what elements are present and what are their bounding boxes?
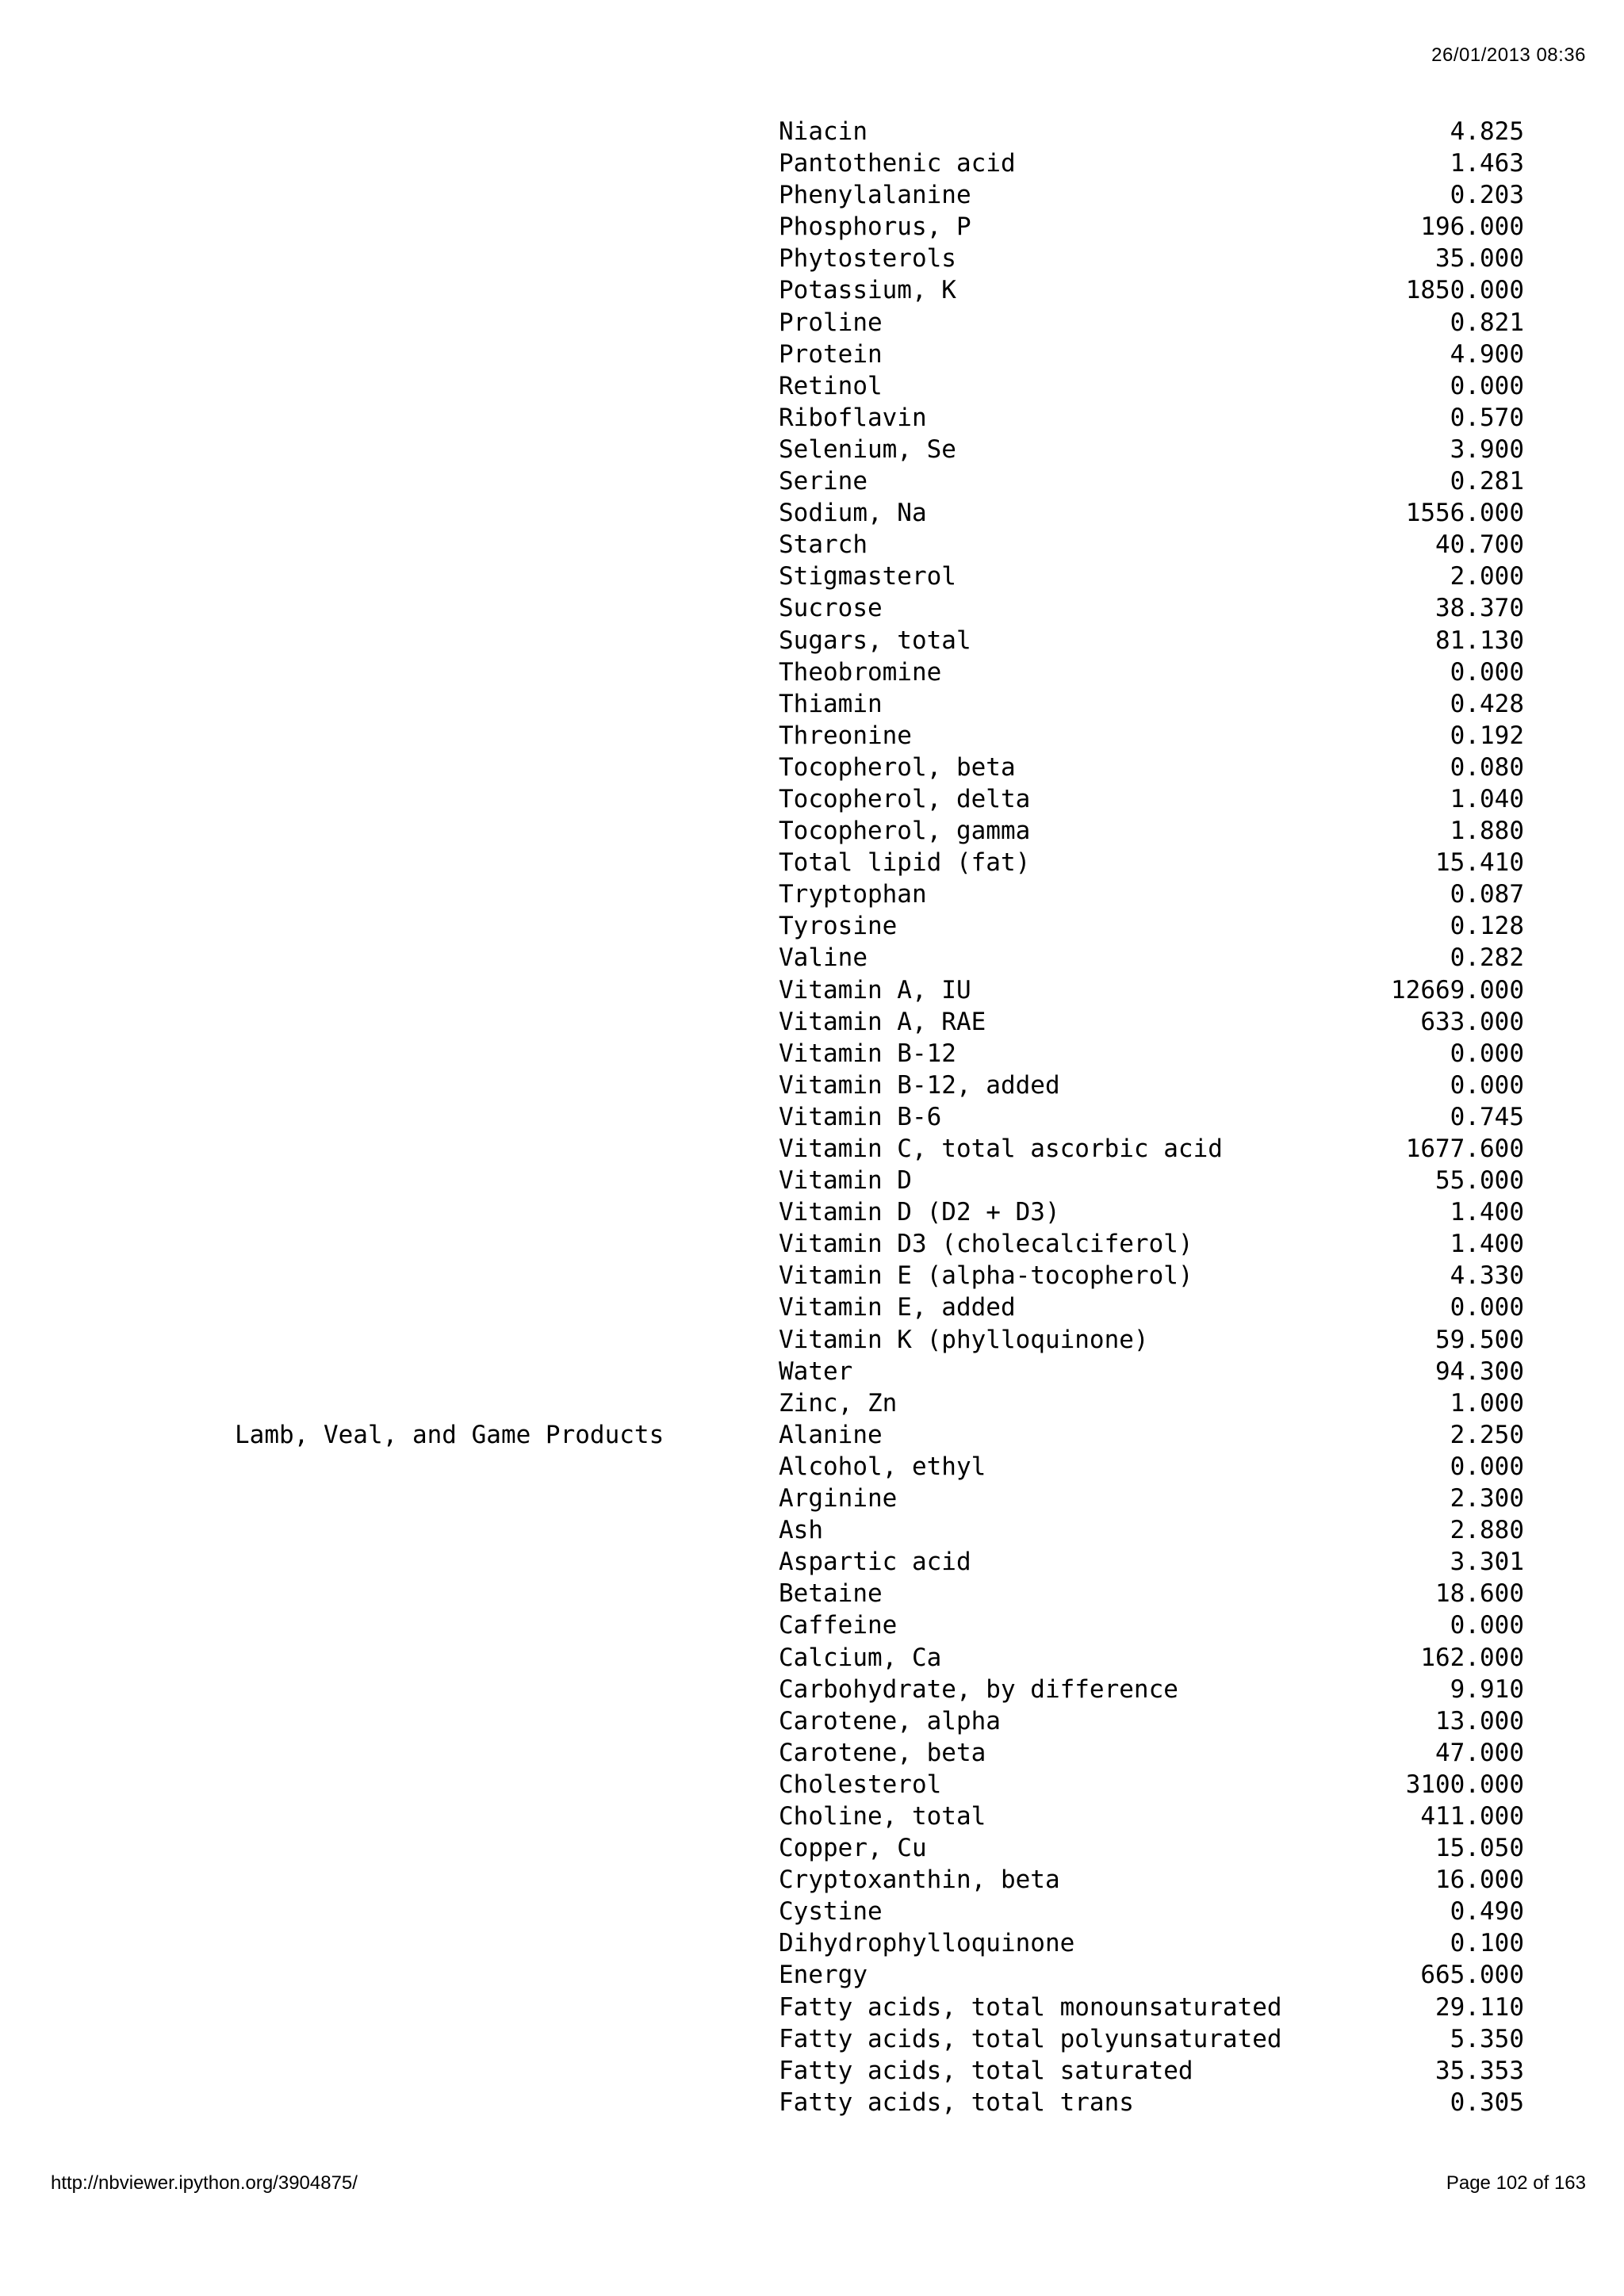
nutrient-value-cell: 196.000: [1420, 212, 1524, 242]
nutrient-name-cell: Water: [779, 1357, 853, 1386]
nutrient-name-cell: Calcium, Ca: [779, 1643, 942, 1672]
table-row: [0, 561, 1624, 592]
table-row: [0, 1038, 1624, 1070]
table-row: [0, 1927, 1624, 1959]
nutrient-name-cell: Fatty acids, total trans: [779, 2087, 1134, 2117]
table-row: [0, 179, 1624, 211]
table-row: [0, 1324, 1624, 1356]
table-row: [0, 1006, 1624, 1038]
table-row: [0, 688, 1624, 720]
nutrient-value-cell: 3.900: [1450, 434, 1524, 464]
nutrient-name-cell: Valine: [779, 943, 868, 973]
nutrient-value-cell: 55.000: [1435, 1166, 1524, 1196]
nutrient-value-cell: 16.000: [1435, 1866, 1524, 1895]
nutrient-name-cell: Serine: [779, 467, 868, 496]
nutrient-name-cell: Betaine: [779, 1579, 883, 1609]
table-row: [0, 1419, 1624, 1451]
nutrient-name-cell: Ash: [779, 1516, 823, 1545]
nutrient-value-cell: 162.000: [1420, 1643, 1524, 1672]
table-row: [0, 307, 1624, 339]
nutrient-value-cell: 0.080: [1450, 752, 1524, 782]
nutrient-name-cell: Alcohol, ethyl: [779, 1452, 986, 1481]
nutrient-value-cell: 29.110: [1435, 1992, 1524, 2022]
nutrient-name-cell: Dihydrophylloquinone: [779, 1929, 1075, 1958]
nutrient-value-cell: 35.000: [1435, 244, 1524, 274]
nutrient-name-cell: Protein: [779, 339, 883, 369]
table-row: [0, 1642, 1624, 1674]
table-row: [0, 625, 1624, 656]
nutrient-value-cell: 0.428: [1450, 689, 1524, 718]
nutrient-value-cell: 0.570: [1450, 403, 1524, 432]
table-row: [0, 1070, 1624, 1101]
nutrient-value-cell: 0.282: [1450, 943, 1524, 973]
nutrient-value-cell: 0.000: [1450, 1293, 1524, 1322]
nutrient-value-cell: 0.821: [1450, 308, 1524, 337]
nutrient-value-cell: 1.400: [1450, 1230, 1524, 1259]
nutrient-name-cell: Carotene, alpha: [779, 1706, 1001, 1735]
food-group-cell: Lamb, Veal, and Game Products: [235, 1420, 665, 1449]
nutrient-name-cell: Vitamin C, total ascorbic acid: [779, 1135, 1223, 1163]
nutrient-value-cell: 35.353: [1435, 2056, 1524, 2085]
nutrient-name-cell: Zinc, Zn: [779, 1388, 898, 1418]
table-row: [0, 147, 1624, 179]
table-row: [0, 1483, 1624, 1514]
table-row: [0, 1578, 1624, 1609]
nutrient-value-cell: 2.880: [1450, 1516, 1524, 1545]
nutrient-name-cell: Cryptoxanthin, beta: [779, 1866, 1060, 1895]
nutrient-name-cell: Fatty acids, total saturated: [779, 2056, 1193, 2085]
nutrient-value-cell: 0.000: [1450, 371, 1524, 400]
nutrient-value-cell: 1677.600: [1405, 1135, 1524, 1163]
nutrient-name-cell: Riboflavin: [779, 403, 927, 432]
nutrient-value-cell: 1.040: [1450, 784, 1524, 813]
nutrient-value-cell: 2.250: [1450, 1420, 1524, 1449]
table-row: [0, 402, 1624, 434]
nutrient-name-cell: Vitamin E, added: [779, 1293, 1016, 1322]
nutrient-name-cell: Energy: [779, 1961, 868, 1990]
nutrient-value-cell: 3.301: [1450, 1548, 1524, 1577]
table-row: [0, 783, 1624, 815]
nutrient-value-cell: 0.305: [1450, 2087, 1524, 2117]
nutrient-value-cell: 4.330: [1450, 1261, 1524, 1291]
nutrient-name-cell: Vitamin D: [779, 1166, 912, 1196]
nutrient-name-cell: Phosphorus, P: [779, 212, 971, 242]
nutrient-value-cell: 1.400: [1450, 1198, 1524, 1227]
table-row: [0, 434, 1624, 465]
nutrient-name-cell: Tyrosine: [779, 912, 898, 941]
nutrient-value-cell: 3100.000: [1405, 1770, 1524, 1799]
nutrient-value-cell: 12669.000: [1391, 975, 1524, 1004]
nutrient-value-cell: 0.000: [1450, 1452, 1524, 1481]
nutrient-value-cell: 0.745: [1450, 1102, 1524, 1131]
table-row: [0, 2087, 1624, 2118]
nutrient-name-cell: Alanine: [779, 1420, 883, 1449]
table-row: [0, 465, 1624, 497]
nutrient-name-cell: Potassium, K: [779, 276, 956, 305]
table-row: [0, 2055, 1624, 2087]
nutrient-name-cell: Vitamin K (phylloquinone): [779, 1325, 1149, 1354]
nutrient-value-cell: 0.192: [1450, 721, 1524, 750]
nutrient-value-cell: 15.050: [1435, 1834, 1524, 1863]
table-row: [0, 1769, 1624, 1800]
nutrient-name-cell: Niacin: [779, 117, 868, 146]
nutrient-value-cell: 5.350: [1450, 2024, 1524, 2053]
nutrient-value-cell: 4.900: [1450, 339, 1524, 369]
nutrient-name-cell: Thiamin: [779, 689, 883, 718]
nutrient-name-cell: Vitamin A, RAE: [779, 1007, 986, 1036]
nutrient-value-cell: 13.000: [1435, 1706, 1524, 1735]
table-row: [0, 1800, 1624, 1832]
page-number: Page 102 of 163: [1446, 2172, 1586, 2194]
nutrient-value-cell: 59.500: [1435, 1325, 1524, 1354]
nutrient-name-cell: Tocopherol, beta: [779, 752, 1016, 782]
table-row: [0, 497, 1624, 529]
table-row: [0, 1864, 1624, 1896]
nutrient-value-cell: 81.130: [1435, 626, 1524, 655]
nutrient-name-cell: Vitamin A, IU: [779, 975, 971, 1004]
nutrient-name-cell: Caffeine: [779, 1611, 898, 1640]
table-row: [0, 1959, 1624, 1991]
nutrient-value-cell: 0.087: [1450, 880, 1524, 909]
nutrient-name-cell: Starch: [779, 530, 868, 560]
table-row: [0, 878, 1624, 910]
nutrient-name-cell: Vitamin E (alpha-tocopherol): [779, 1261, 1193, 1291]
table-row: [0, 1356, 1624, 1387]
nutrient-value-cell: 9.910: [1450, 1674, 1524, 1704]
nutrient-name-cell: Vitamin D (D2 + D3): [779, 1198, 1060, 1227]
table-row: [0, 1292, 1624, 1323]
nutrient-value-cell: 94.300: [1435, 1357, 1524, 1386]
nutrient-name-cell: Carotene, beta: [779, 1738, 986, 1767]
nutrient-name-cell: Copper, Cu: [779, 1834, 927, 1863]
nutrient-value-cell: 2.300: [1450, 1484, 1524, 1513]
table-row: [0, 847, 1624, 878]
nutrient-name-cell: Sugars, total: [779, 626, 971, 655]
nutrient-name-cell: Cystine: [779, 1897, 883, 1927]
nutrient-value-cell: 0.490: [1450, 1897, 1524, 1927]
nutrient-name-cell: Fatty acids, total polyunsaturated: [779, 2024, 1282, 2053]
table-row: [0, 1737, 1624, 1769]
nutrient-value-cell: 1.880: [1450, 817, 1524, 846]
table-row: [0, 1674, 1624, 1705]
nutrient-name-cell: Aspartic acid: [779, 1548, 971, 1577]
nutrient-name-cell: Threonine: [779, 721, 912, 750]
nutrient-name-cell: Cholesterol: [779, 1770, 942, 1799]
table-row: [0, 2023, 1624, 2055]
table-row: [0, 656, 1624, 688]
nutrient-value-cell: 38.370: [1435, 594, 1524, 623]
table-row: [0, 1546, 1624, 1578]
nutrient-table: [0, 116, 1624, 2118]
nutrient-value-cell: 18.600: [1435, 1579, 1524, 1609]
table-row: [0, 274, 1624, 306]
nutrient-value-cell: 4.825: [1450, 117, 1524, 146]
table-row: [0, 720, 1624, 752]
nutrient-value-cell: 1.000: [1450, 1388, 1524, 1418]
table-row: [0, 1896, 1624, 1927]
nutrient-value-cell: 2.000: [1450, 562, 1524, 591]
nutrient-name-cell: Pantothenic acid: [779, 149, 1016, 178]
nutrient-name-cell: Sucrose: [779, 594, 883, 623]
nutrient-name-cell: Vitamin B-12, added: [779, 1070, 1060, 1100]
table-row: [0, 752, 1624, 783]
nutrient-value-cell: 47.000: [1435, 1738, 1524, 1767]
print-timestamp: 26/01/2013 08:36: [1431, 44, 1586, 66]
nutrient-value-cell: 633.000: [1420, 1007, 1524, 1036]
nutrient-name-cell: Tocopherol, delta: [779, 784, 1031, 813]
table-row: [0, 243, 1624, 274]
nutrient-name-cell: Retinol: [779, 371, 883, 400]
table-row: [0, 339, 1624, 370]
table-row: [0, 529, 1624, 561]
nutrient-value-cell: 0.000: [1450, 1611, 1524, 1640]
nutrient-value-cell: 411.000: [1420, 1801, 1524, 1831]
nutrient-name-cell: Phenylalanine: [779, 181, 971, 210]
nutrient-name-cell: Carbohydrate, by difference: [779, 1674, 1178, 1704]
nutrient-name-cell: Tryptophan: [779, 880, 927, 909]
footer-url: http://nbviewer.ipython.org/3904875/: [51, 2172, 358, 2194]
nutrient-value-cell: 0.000: [1450, 1039, 1524, 1068]
nutrient-name-cell: Choline, total: [779, 1801, 986, 1831]
nutrient-value-cell: 1850.000: [1405, 276, 1524, 305]
table-row: [0, 1133, 1624, 1165]
nutrient-name-cell: Selenium, Se: [779, 434, 956, 464]
table-row: [0, 1196, 1624, 1228]
table-row: [0, 1101, 1624, 1133]
nutrient-value-cell: 15.410: [1435, 848, 1524, 878]
table-row: [0, 942, 1624, 974]
nutrient-name-cell: Vitamin B-12: [779, 1039, 956, 1068]
nutrient-value-cell: 0.281: [1450, 467, 1524, 496]
nutrient-value-cell: 0.000: [1450, 1070, 1524, 1100]
table-row: [0, 1228, 1624, 1260]
nutrient-name-cell: Total lipid (fat): [779, 848, 1031, 878]
nutrient-value-cell: 665.000: [1420, 1961, 1524, 1990]
table-row: [0, 1832, 1624, 1864]
table-row: [0, 211, 1624, 243]
table-row: [0, 1609, 1624, 1641]
nutrient-value-cell: 1.463: [1450, 149, 1524, 178]
table-row: [0, 1514, 1624, 1546]
table-row: [0, 815, 1624, 847]
nutrient-name-cell: Phytosterols: [779, 244, 956, 274]
table-row: [0, 1387, 1624, 1419]
nutrient-name-cell: Sodium, Na: [779, 499, 927, 528]
table-row: [0, 116, 1624, 147]
nutrient-value-cell: 0.000: [1450, 657, 1524, 687]
nutrient-name-cell: Tocopherol, gamma: [779, 817, 1031, 846]
table-row: [0, 370, 1624, 402]
table-row: [0, 1451, 1624, 1483]
nutrient-value-cell: 0.203: [1450, 181, 1524, 210]
nutrient-value-cell: 40.700: [1435, 530, 1524, 560]
table-row: [0, 974, 1624, 1006]
nutrient-name-cell: Proline: [779, 308, 883, 337]
table-row: [0, 910, 1624, 942]
nutrient-value-cell: 0.100: [1450, 1929, 1524, 1958]
nutrient-name-cell: Theobromine: [779, 657, 942, 687]
nutrient-name-cell: Vitamin B-6: [779, 1102, 942, 1131]
table-row: [0, 1705, 1624, 1737]
nutrient-value-cell: 1556.000: [1405, 499, 1524, 528]
nutrient-name-cell: Vitamin D3 (cholecalciferol): [779, 1230, 1193, 1259]
table-row: [0, 592, 1624, 624]
table-row: [0, 1260, 1624, 1292]
nutrient-name-cell: Fatty acids, total monounsaturated: [779, 1992, 1282, 2022]
nutrient-name-cell: Stigmasterol: [779, 562, 956, 591]
nutrient-value-cell: 0.128: [1450, 912, 1524, 941]
nutrient-name-cell: Arginine: [779, 1484, 898, 1513]
table-row: [0, 1992, 1624, 2023]
table-row: [0, 1165, 1624, 1196]
